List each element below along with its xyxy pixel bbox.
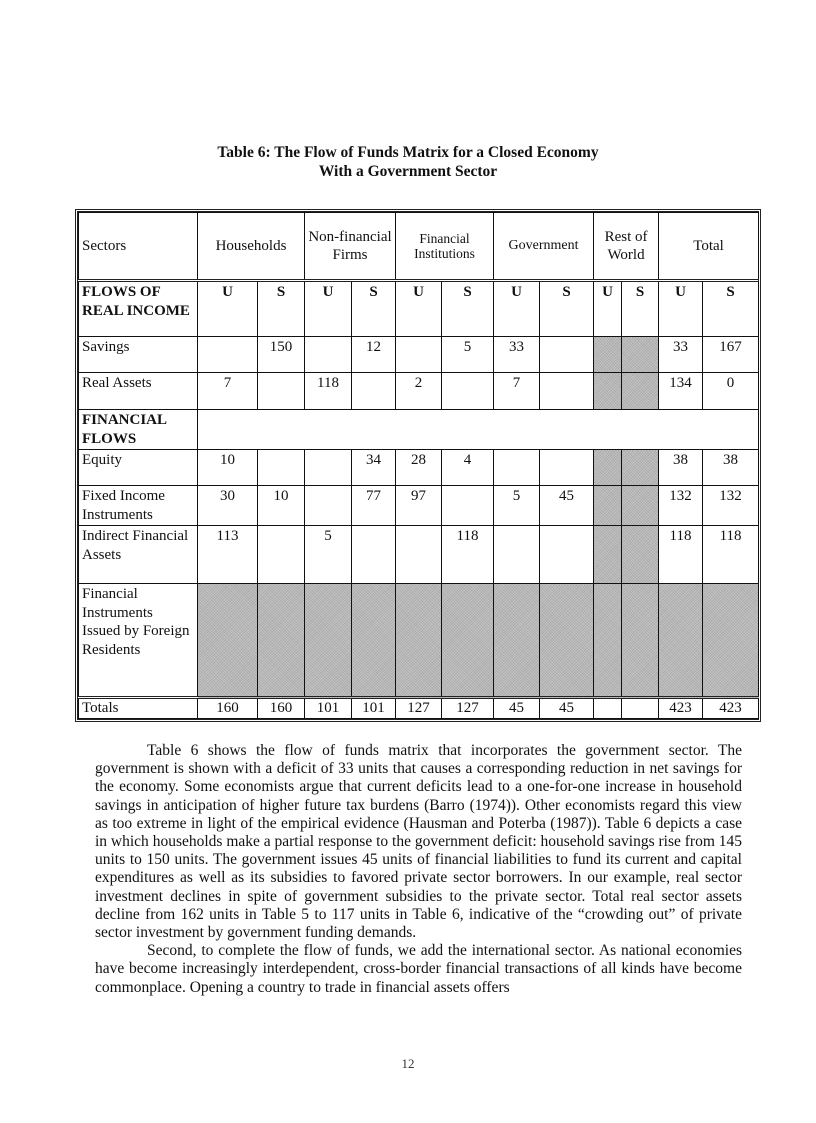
section-label-real-income: FLOWS OF REAL INCOME (79, 281, 198, 337)
table-row-fixed-income (79, 486, 759, 526)
shaded-cell (622, 337, 659, 373)
us-row (79, 281, 759, 337)
table-title (0, 143, 816, 181)
cell (494, 450, 540, 486)
us-cell: U (659, 281, 703, 337)
cell: 118 (703, 526, 759, 584)
cell: 101 (305, 698, 352, 719)
cell: 7 (494, 373, 540, 410)
row-label: Savings (79, 337, 198, 373)
cell: 423 (659, 698, 703, 719)
cell: 34 (352, 450, 396, 486)
shaded-cell (594, 450, 622, 486)
header-nonfinancial-firms: Non-financial Firms (305, 213, 396, 281)
table-row-equity (79, 450, 759, 486)
cell: 5 (442, 337, 494, 373)
shaded-cell (622, 526, 659, 584)
row-label: Indirect Financial Assets (79, 526, 198, 584)
cell (540, 526, 594, 584)
us-cell: S (442, 281, 494, 337)
cell: 7 (198, 373, 258, 410)
us-cell: S (258, 281, 305, 337)
cell (198, 337, 258, 373)
table-row-indirect-financial-assets (79, 526, 759, 584)
shaded-cell (594, 486, 622, 526)
shaded-cell (594, 526, 622, 584)
cell (396, 526, 442, 584)
row-label: Fixed Income Instruments (79, 486, 198, 526)
header-government: Government (494, 213, 594, 281)
shaded-cell (703, 584, 759, 698)
cell: 160 (198, 698, 258, 719)
cell: 77 (352, 486, 396, 526)
us-cell: S (622, 281, 659, 337)
body-text (95, 742, 742, 997)
header-total: Total (659, 213, 759, 281)
section-row-financial-flows (79, 410, 759, 450)
cell: 5 (305, 526, 352, 584)
page-number: 12 (401, 1056, 415, 1071)
us-cell: U (305, 281, 352, 337)
header-financial-institutions: Financial Institutions (396, 213, 494, 281)
shaded-cell (659, 584, 703, 698)
cell: 12 (352, 337, 396, 373)
cell (352, 526, 396, 584)
cell: 0 (703, 373, 759, 410)
shaded-cell (622, 584, 659, 698)
table-row-totals (79, 698, 759, 719)
shaded-cell (198, 584, 258, 698)
us-cell: S (703, 281, 759, 337)
cell (305, 450, 352, 486)
cell (396, 337, 442, 373)
cell: 160 (258, 698, 305, 719)
cell (540, 373, 594, 410)
table-row-savings (79, 337, 759, 373)
cell: 132 (703, 486, 759, 526)
header-households: Households (198, 213, 305, 281)
section-label-financial-flows: FINANCIAL FLOWS (79, 410, 198, 450)
cell: 423 (703, 698, 759, 719)
header-rest-of-world: Rest of World (594, 213, 659, 281)
cell: 150 (258, 337, 305, 373)
shaded-cell (594, 337, 622, 373)
table-row-foreign-instruments (79, 584, 759, 698)
cell: 118 (442, 526, 494, 584)
cell: 38 (703, 450, 759, 486)
cell: 97 (396, 486, 442, 526)
shaded-cell (352, 584, 396, 698)
table-row-real-assets (79, 373, 759, 410)
shaded-cell (622, 450, 659, 486)
cell: 118 (659, 526, 703, 584)
cell (622, 698, 659, 719)
cell: 2 (396, 373, 442, 410)
cell: 10 (258, 486, 305, 526)
cell (540, 450, 594, 486)
cell (305, 486, 352, 526)
paragraph: Table 6 shows the flow of funds matrix that incorporates the government sector. The government is shown with a deficit of 33 units that causes a corresponding reduction in net savings for the economy. Some economists argue that current deficits lead to a one-for-one increase in household savings in anticipation of higher future tax burdens (Barro (1974)). Other economists regard this view as too extreme in light of the empirical evidence (Hausman and Poterba (1987)). Table 6 depicts a case in which households make a partial response to the government deficit: household savings rise from 145 units to 150 units. The government issues 45 units of financial liabilities to fund its current and capital expenditures as well as its subsidies to favored private sector borrowers. In our example, real sector investment declines in spite of government subsidies to the private sector. Total real sector assets decline from 162 units in Table 5 to 117 units in Table 6, indicative of the “crowding out” of private sector investment by government funding demands. (95, 742, 742, 942)
shaded-cell (258, 584, 305, 698)
header-sectors: Sectors (79, 213, 198, 281)
cell: 45 (494, 698, 540, 719)
cell: 127 (442, 698, 494, 719)
cell (540, 337, 594, 373)
cell (352, 373, 396, 410)
cell (258, 526, 305, 584)
us-cell: U (198, 281, 258, 337)
shaded-cell (594, 373, 622, 410)
shaded-cell (594, 584, 622, 698)
shaded-cell (396, 584, 442, 698)
cell (594, 698, 622, 719)
section-spacer (198, 410, 759, 450)
cell: 33 (659, 337, 703, 373)
header-row (79, 213, 759, 281)
cell: 127 (396, 698, 442, 719)
shaded-cell (622, 486, 659, 526)
cell (258, 373, 305, 410)
us-cell: S (540, 281, 594, 337)
cell: 38 (659, 450, 703, 486)
cell: 10 (198, 450, 258, 486)
shaded-cell (305, 584, 352, 698)
us-cell: U (396, 281, 442, 337)
flow-of-funds-table (75, 209, 761, 722)
shaded-cell (540, 584, 594, 698)
row-label: Financial Instruments Issued by Foreign Residents (79, 584, 198, 698)
cell: 45 (540, 698, 594, 719)
table-title-line1: Table 6: The Flow of Funds Matrix for a Closed Economy (217, 144, 599, 161)
cell: 28 (396, 450, 442, 486)
cell: 134 (659, 373, 703, 410)
cell: 132 (659, 486, 703, 526)
cell: 30 (198, 486, 258, 526)
cell: 5 (494, 486, 540, 526)
shaded-cell (442, 584, 494, 698)
cell: 4 (442, 450, 494, 486)
us-cell: U (494, 281, 540, 337)
row-label: Real Assets (79, 373, 198, 410)
shaded-cell (622, 373, 659, 410)
shaded-cell (494, 584, 540, 698)
row-label: Equity (79, 450, 198, 486)
cell (305, 337, 352, 373)
cell: 118 (305, 373, 352, 410)
cell: 101 (352, 698, 396, 719)
cell: 45 (540, 486, 594, 526)
row-label: Totals (79, 698, 198, 719)
cell (494, 526, 540, 584)
cell (258, 450, 305, 486)
table-title-line2: With a Government Sector (318, 163, 498, 180)
us-cell: S (352, 281, 396, 337)
cell: 113 (198, 526, 258, 584)
cell: 167 (703, 337, 759, 373)
cell (442, 486, 494, 526)
paragraph: Second, to complete the flow of funds, we add the international sector. As national economies have become increasingly interdependent, cross-border financial transactions of all kinds have become commonplace. Opening a country to trade in financial assets offers (95, 942, 742, 996)
cell (442, 373, 494, 410)
us-cell: U (594, 281, 622, 337)
cell: 33 (494, 337, 540, 373)
